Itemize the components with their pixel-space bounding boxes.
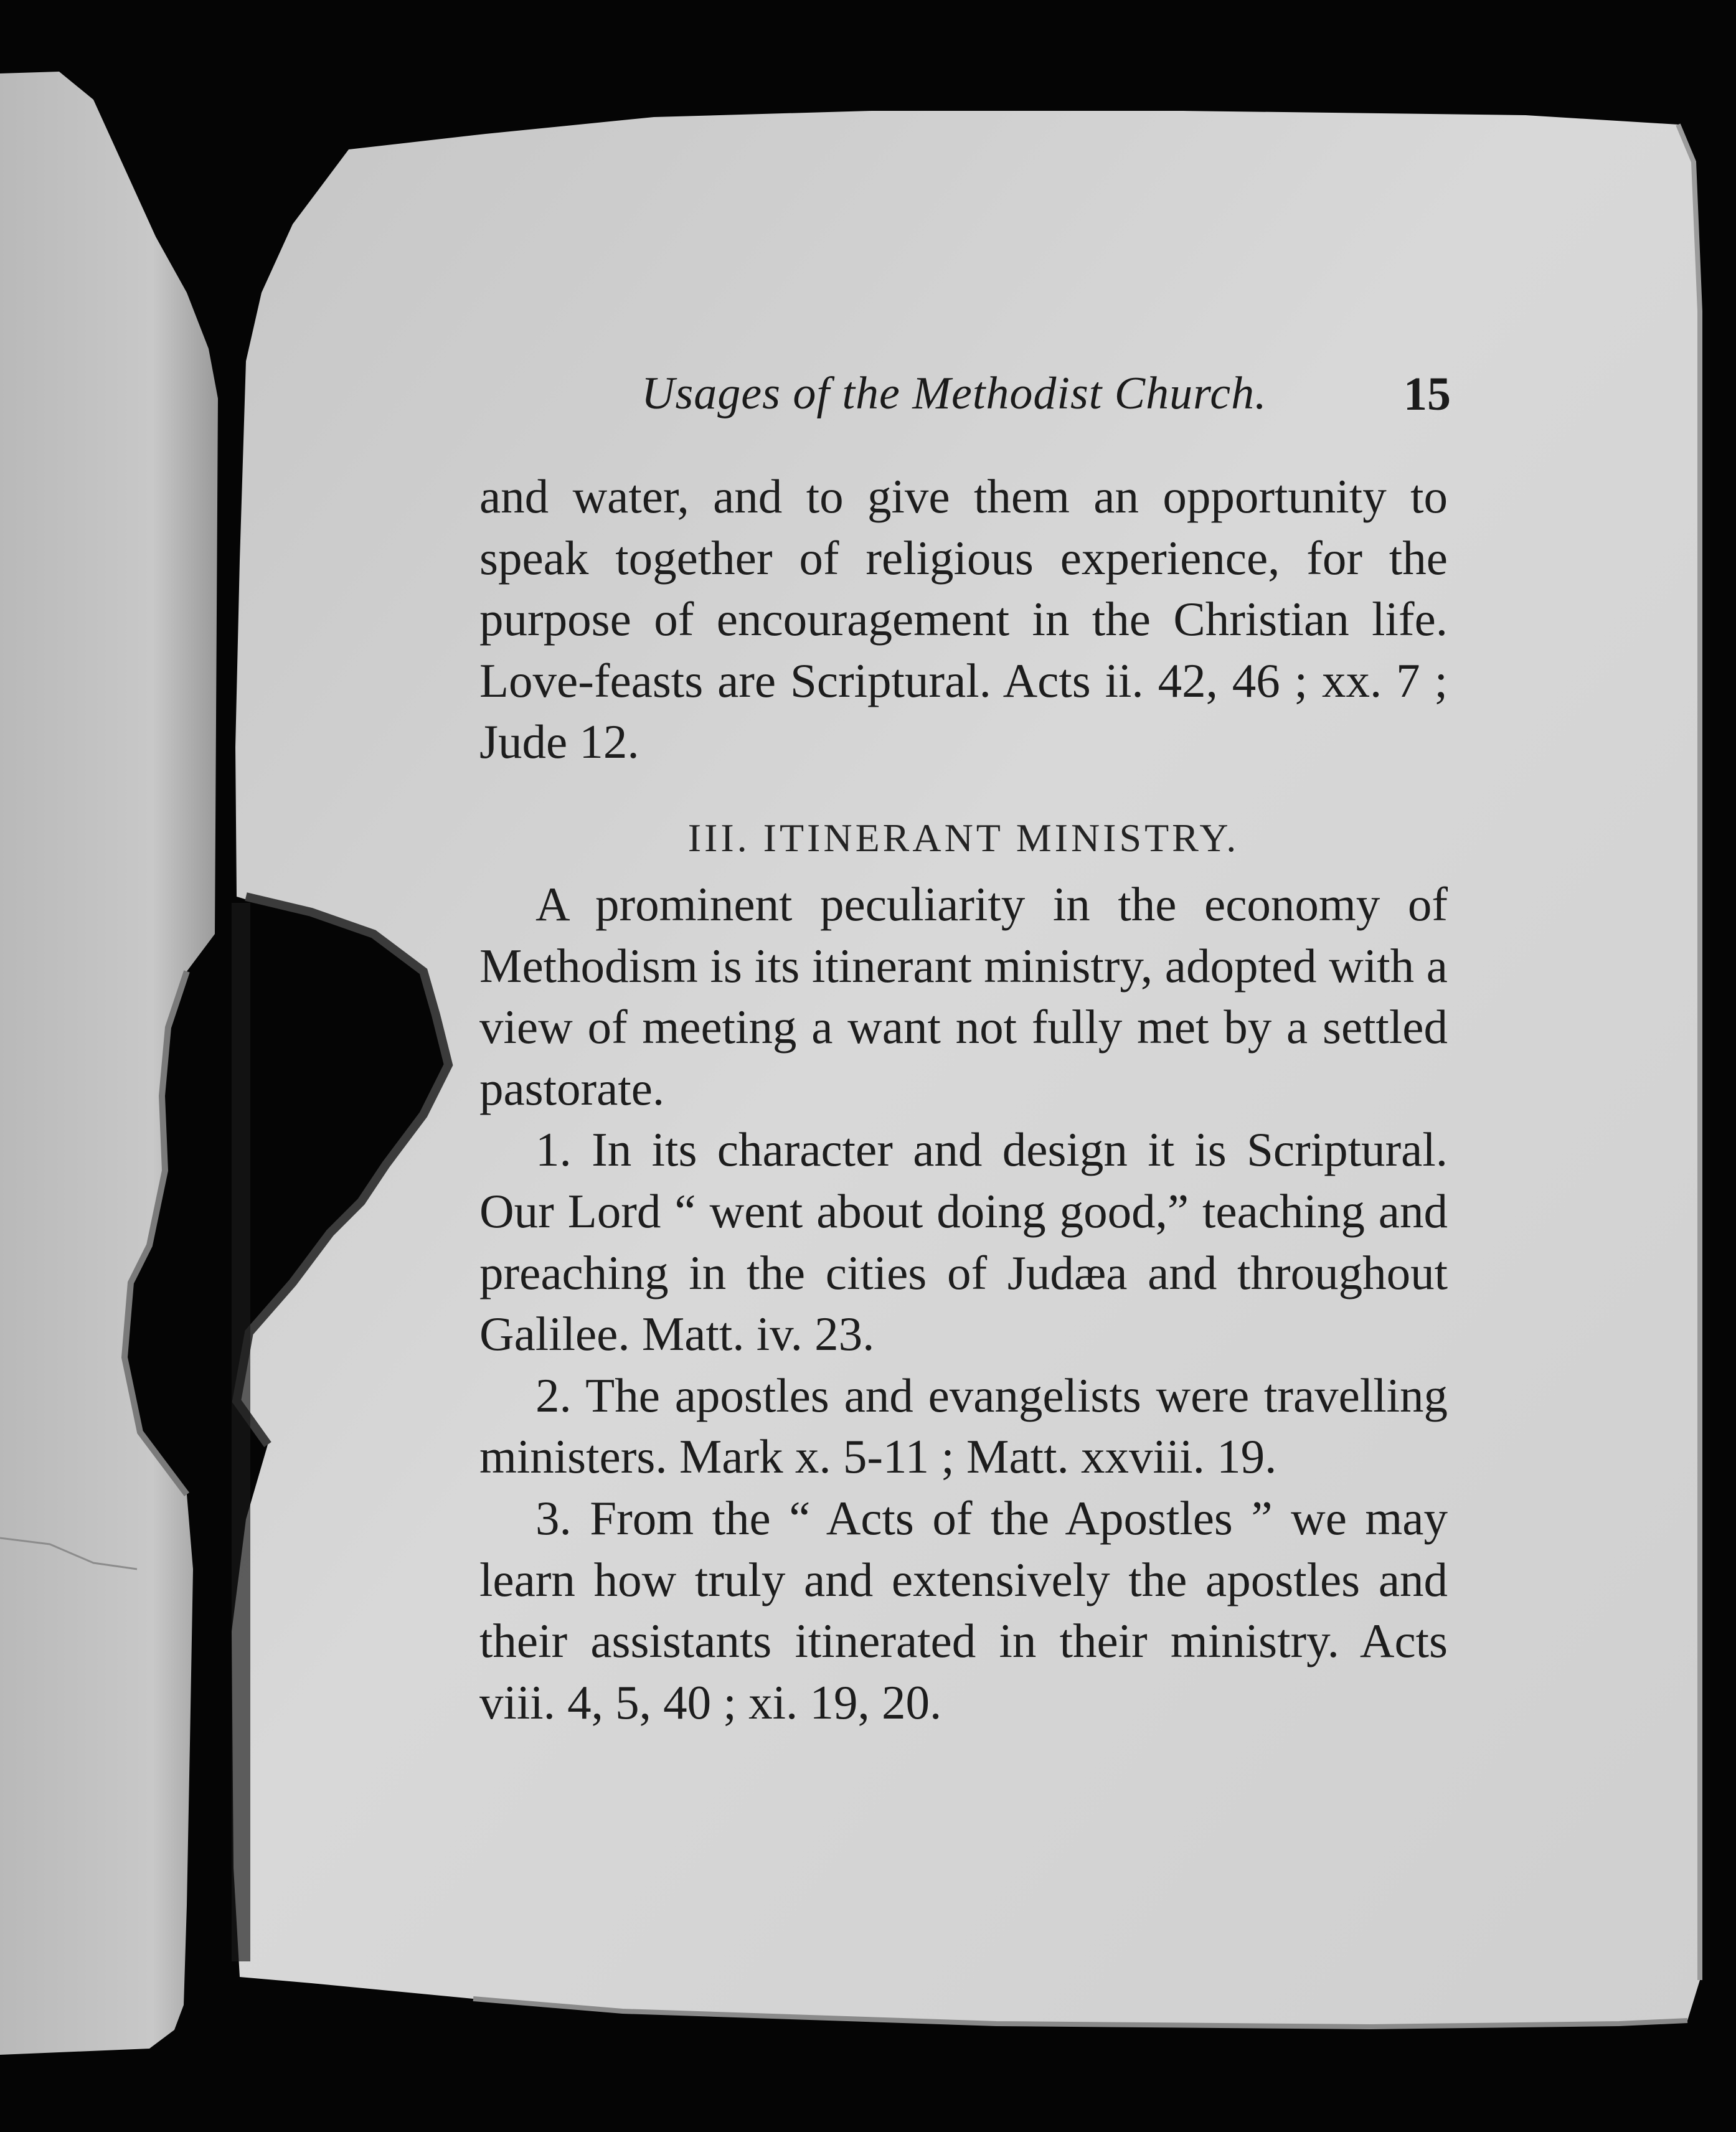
paragraph-point-2: 2. The apostles and evangelists were travelling ministers. Mark x. 5-11 ; Matt. xxviii. 19. bbox=[479, 1368, 1448, 1484]
running-head bbox=[641, 367, 1451, 436]
page-body bbox=[479, 466, 1448, 1733]
paragraph-intro: A prominent peculiarity in the economy of Methodism is its itinerant ministry, adopted with a view of meeting a want not fully met by a settled pastorate. bbox=[479, 877, 1448, 1115]
paragraph-point-1: 1. In its character and design it is Scriptural. Our Lord “ went about doing good,” teaching and preaching in the cities of Judæa and throughout Galilee. Matt. iv. 23. bbox=[479, 1123, 1448, 1361]
page-number: 15 bbox=[1403, 368, 1451, 420]
continued-paragraph: and water, and to give them an opportunity to speak together of religious experience, for the purpose of encouragement in the Christian life. Love-feasts are Scriptural. Acts ii. 42, 46 ; xx. 7 ; Jude 12. bbox=[479, 469, 1448, 769]
paragraph-point-3: 3. From the “ Acts of the Apostles ” we may learn how truly and extensively the apostles and their assistants itinerated in their ministry. Acts viii. 4, 5, 40 ; xi. 19, 20. bbox=[479, 1491, 1448, 1729]
running-title: Usages of the Methodist Church. bbox=[641, 368, 1267, 419]
section-heading: III. ITINERANT MINISTRY. bbox=[687, 815, 1240, 860]
